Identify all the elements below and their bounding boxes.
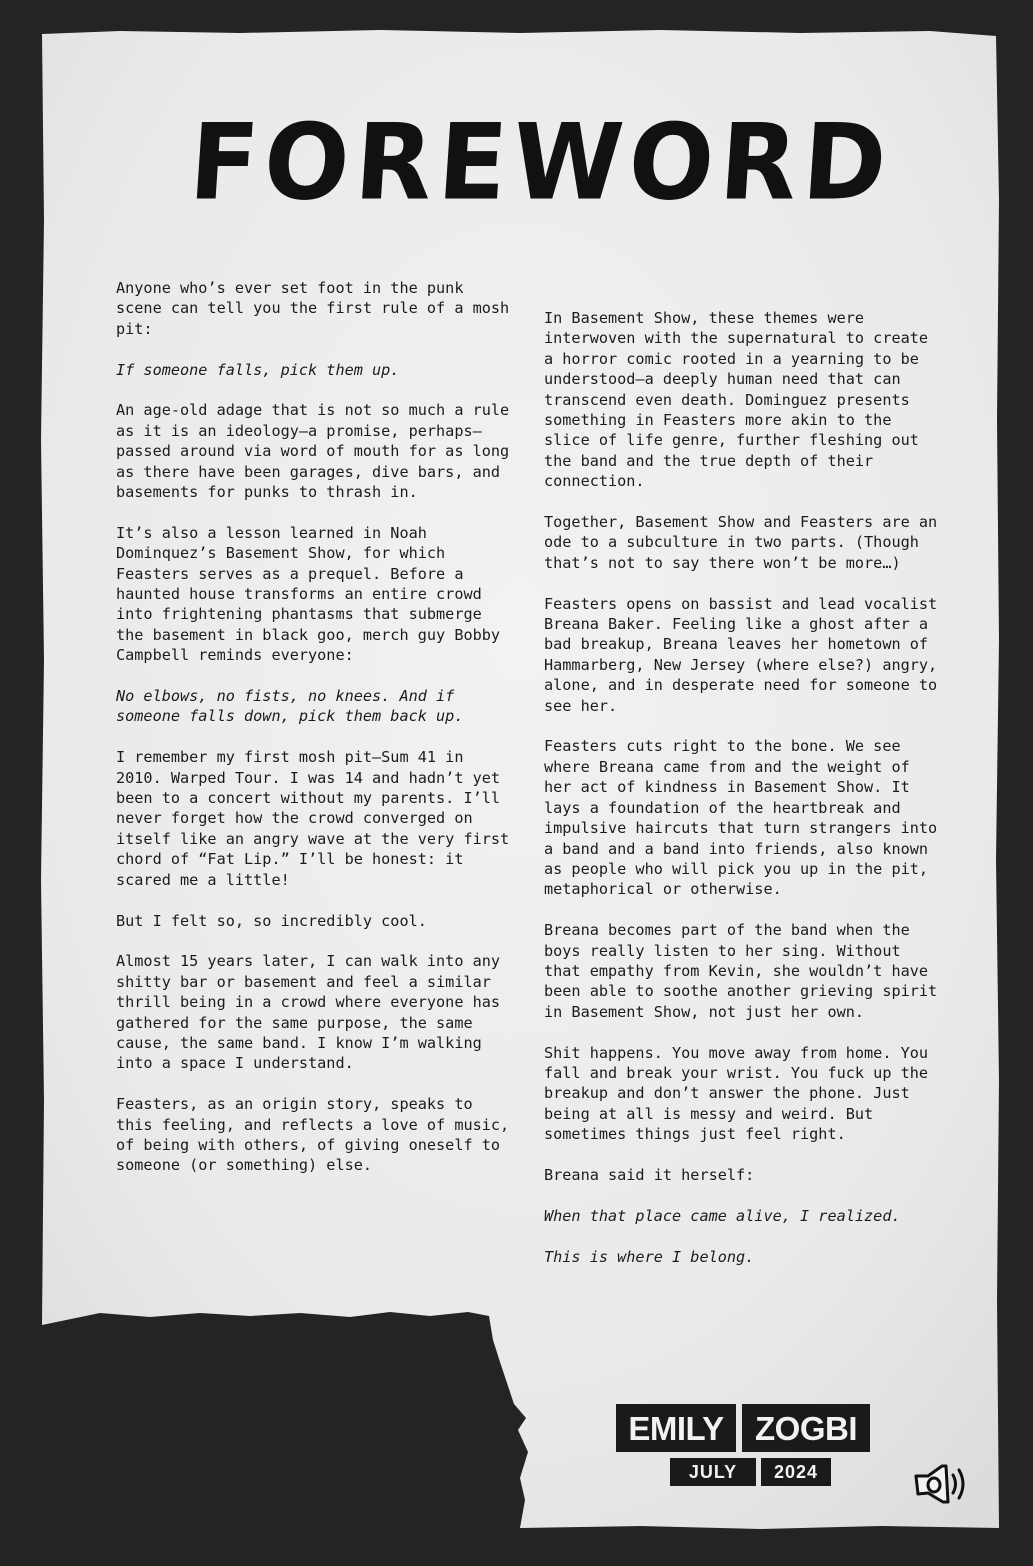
paragraph: Together, Basement Show and Feasters are an ode to a subculture in two parts. (Though that’s not to say there won’t be more…)	[544, 513, 947, 572]
paragraph-italic: If someone falls, pick them up.	[116, 360, 400, 379]
paragraph-italic: This is where I belong.	[544, 1247, 755, 1266]
left-text-column	[116, 278, 519, 1196]
paragraph: Almost 15 years later, I can walk into any shitty bar or basement and feel a similar thrill being in a crowd where everyone has gathered for the same purpose, the same cause, the same band. I know I’m walking into a space I understand.	[116, 952, 510, 1073]
paragraph: It’s also a lesson learned in Noah Dominquez’s Basement Show, for which Feasters serves as a prequel. Before a haunted house transforms an entire crowd into frightening phantasms that submerge the basement in black goo, merch guy Bobby Campbell reminds everyone:	[116, 523, 510, 665]
paragraph: I remember my first mosh pit—Sum 41 in 2010. Warped Tour. I was 14 and hadn’t yet been to a concert without my parents. I’ll never forget how the crowd converged on itself like an angry wave at the very first chord of “Fat Lip.” I’ll be honest: it scared me a little!	[116, 748, 519, 889]
author-last-name: ZOGBI	[742, 1404, 870, 1452]
paragraph: An age-old adage that is not so much a rule as it is an ideology—a promise, perhaps—passed around via word of mouth for as long as there have been garages, dive bars, and basements for punks to thrash in.	[116, 401, 519, 502]
paragraph: Shit happens. You move away from home. You fall and break your wrist. You fuck up the breakup and don’t answer the phone. Just being at all is messy and weird. But sometimes things just feel right.	[544, 1043, 938, 1144]
signature-month: JULY	[670, 1458, 756, 1486]
paragraph-italic: No elbows, no fists, no knees. And if someone falls down, pick them back up.	[116, 687, 464, 726]
page-title: FOREWORD	[185, 101, 897, 224]
signature-year: 2024	[761, 1458, 831, 1486]
author-first-name: EMILY	[616, 1404, 736, 1452]
paragraph: Feasters cuts right to the bone. We see where Breana came from and the weight of her act of kindness in Basement Show. It lays a foundation of the heartbreak and impulsive haircuts that turn strangers into a band and a band into friends, also known as people who will pick you up in the pit, metaphorical or otherwise.	[544, 737, 947, 899]
paragraph-italic: When that place came alive, I realized.	[544, 1206, 901, 1225]
paragraph: But I felt so, so incredibly cool.	[116, 911, 427, 930]
paragraph: Feasters opens on bassist and lead vocalist Breana Baker. Feeling like a ghost after a bad breakup, Breana leaves her hometown of Hammarberg, New Jersey (where else?) angry, alone, and in desperate need for someone to see her.	[544, 594, 947, 715]
speaker-icon	[912, 1462, 972, 1506]
paragraph: Feasters, as an origin story, speaks to this feeling, and reflects a love of music, of being with others, of giving oneself to someone (or something) else.	[116, 1095, 519, 1175]
paragraph: Breana becomes part of the band when the boys really listen to her sing. Without that empathy from Kevin, she wouldn’t have been able to soothe another grieving spirit in Basement Show, not just her own.	[544, 921, 947, 1021]
paragraph: Anyone who’s ever set foot in the punk scene can tell you the first rule of a mosh pit:	[116, 279, 519, 338]
author-signature	[614, 1404, 874, 1488]
right-text-column	[544, 308, 947, 1287]
paragraph: In Basement Show, these themes were interwoven with the supernatural to create a horror comic rooted in a yearning to be understood—a deeply human need that can transcend even death. Dominguez presents something in Feasters more akin to the slice of life genre, further fleshing out the band and the true depth of their connection.	[544, 309, 938, 491]
paragraph: Breana said it herself:	[544, 1165, 755, 1184]
